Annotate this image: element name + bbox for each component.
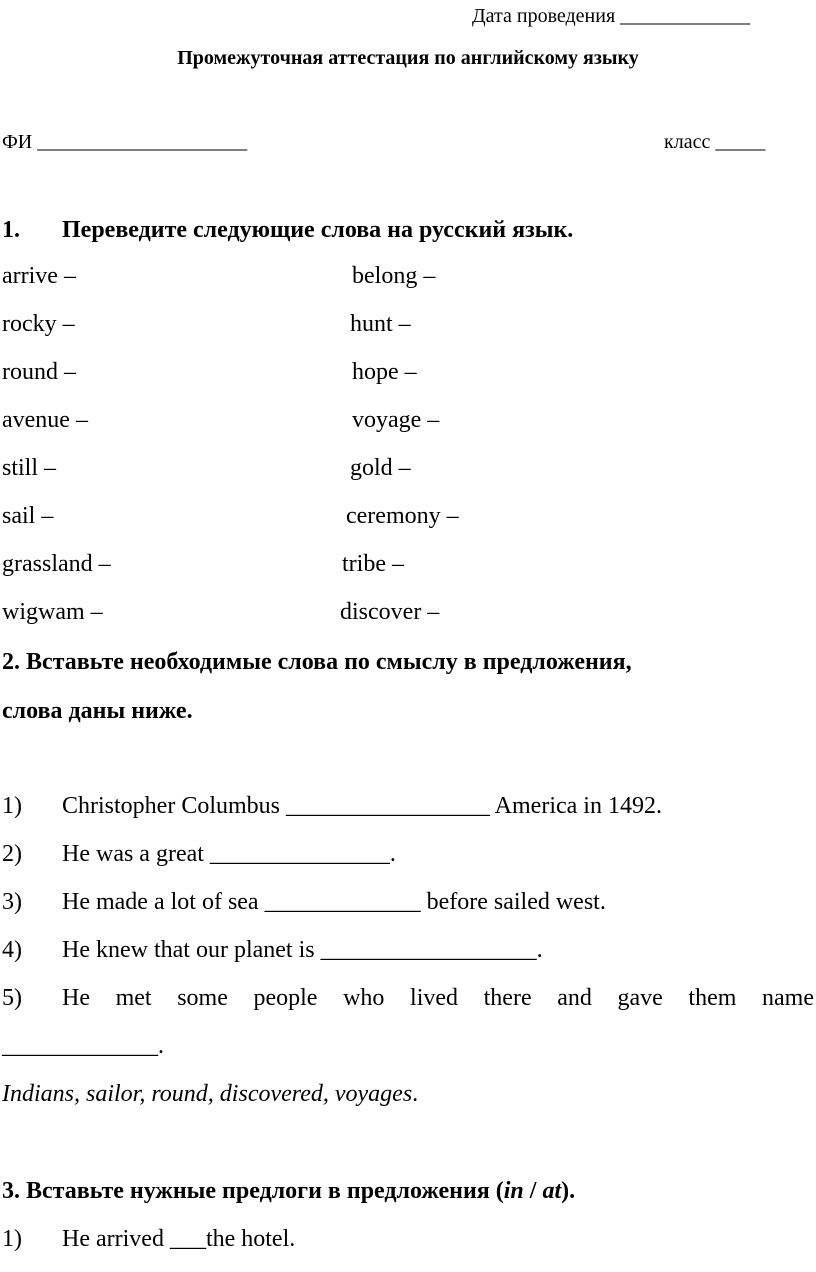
- sentence-text: He knew that our planet is __________________.: [62, 937, 543, 963]
- task1-number: 1.: [2, 217, 20, 243]
- sentence-number: 4): [2, 937, 22, 963]
- sentence-item: [0, 984, 816, 1012]
- sentence-number: 5): [2, 985, 22, 1011]
- sentence-item: [0, 1225, 816, 1253]
- sentence-word: people: [253, 985, 318, 1011]
- sentence-number: 2): [2, 841, 22, 867]
- task1-title: Переведите следующие слова на русский язык.: [62, 217, 574, 243]
- sentence-text: Christopher Columbus _________________ America in 1492.: [62, 793, 662, 819]
- name-label: ФИ _____________________: [2, 131, 248, 153]
- sentence-word: who: [343, 985, 385, 1011]
- vocab-left-word: still –: [2, 455, 57, 481]
- vocab-left-word: grassland –: [2, 551, 111, 577]
- vocab-right-word: gold –: [350, 455, 411, 481]
- page-title: Промежуточная аттестация по английскому языку: [177, 47, 639, 69]
- vocab-left-word: arrive –: [2, 263, 76, 289]
- vocab-right-word: belong –: [352, 263, 436, 289]
- vocab-right-word: hope –: [352, 359, 417, 385]
- task2-title-line2: слова даны ниже.: [2, 698, 193, 724]
- vocab-left-word: sail –: [2, 503, 54, 529]
- sentence-text: He was a great _______________.: [62, 841, 396, 867]
- task3-title-in: in: [503, 1178, 524, 1204]
- sentence-word: met: [115, 985, 152, 1011]
- sentence-number: 1): [2, 1226, 22, 1252]
- task3-title: [2, 1177, 575, 1205]
- task3-title-end: ).: [561, 1178, 576, 1204]
- word-bank: [2, 1080, 418, 1108]
- task2-title-line1: 2. Вставьте необходимые слова по смыслу в предложения,: [2, 649, 632, 675]
- vocab-right-word: discover –: [340, 599, 440, 625]
- vocab-left-word: wigwam –: [2, 599, 103, 625]
- sentence-word: name: [762, 985, 814, 1011]
- date-label: Дата проведения _____________: [472, 5, 751, 27]
- vocab-left-word: rocky –: [2, 311, 75, 337]
- sentence-word: some: [177, 985, 228, 1011]
- sentence-word: He: [62, 985, 90, 1011]
- sentence-item: [0, 792, 816, 820]
- sentence-item: [0, 936, 816, 964]
- sentence-text: He made a lot of sea _____________ before sailed west.: [62, 889, 606, 915]
- vocab-right-word: hunt –: [350, 311, 411, 337]
- sentence-item: [0, 840, 816, 868]
- sentence-word: them: [688, 985, 737, 1011]
- sentence-word: gave: [617, 985, 663, 1011]
- task3-title-sep: /: [523, 1178, 543, 1204]
- vocab-right-word: ceremony –: [346, 503, 459, 529]
- word-bank-words: Indians, sailor, round, discovered, voyages: [2, 1081, 413, 1107]
- sentence-continuation: _____________.: [2, 1033, 164, 1059]
- vocab-left-word: avenue –: [2, 407, 88, 433]
- sentence-text: He arrived ___the hotel.: [62, 1226, 296, 1252]
- sentence-item: [0, 888, 816, 916]
- sentence-word: lived: [410, 985, 459, 1011]
- task3-title-text: 3. Вставьте нужные предлоги в предложения (: [2, 1178, 504, 1204]
- class-label: класс _____: [664, 131, 766, 153]
- vocab-right-word: tribe –: [342, 551, 404, 577]
- sentence-number: 3): [2, 889, 22, 915]
- sentence-word: there: [483, 985, 532, 1011]
- sentence-text-justified: [62, 984, 814, 1012]
- sentence-number: 1): [2, 793, 22, 819]
- vocab-right-word: voyage –: [352, 407, 440, 433]
- sentence-word: and: [557, 985, 592, 1011]
- task3-title-at: at: [542, 1178, 562, 1204]
- vocab-left-word: round –: [2, 359, 76, 385]
- word-bank-period: .: [412, 1081, 419, 1107]
